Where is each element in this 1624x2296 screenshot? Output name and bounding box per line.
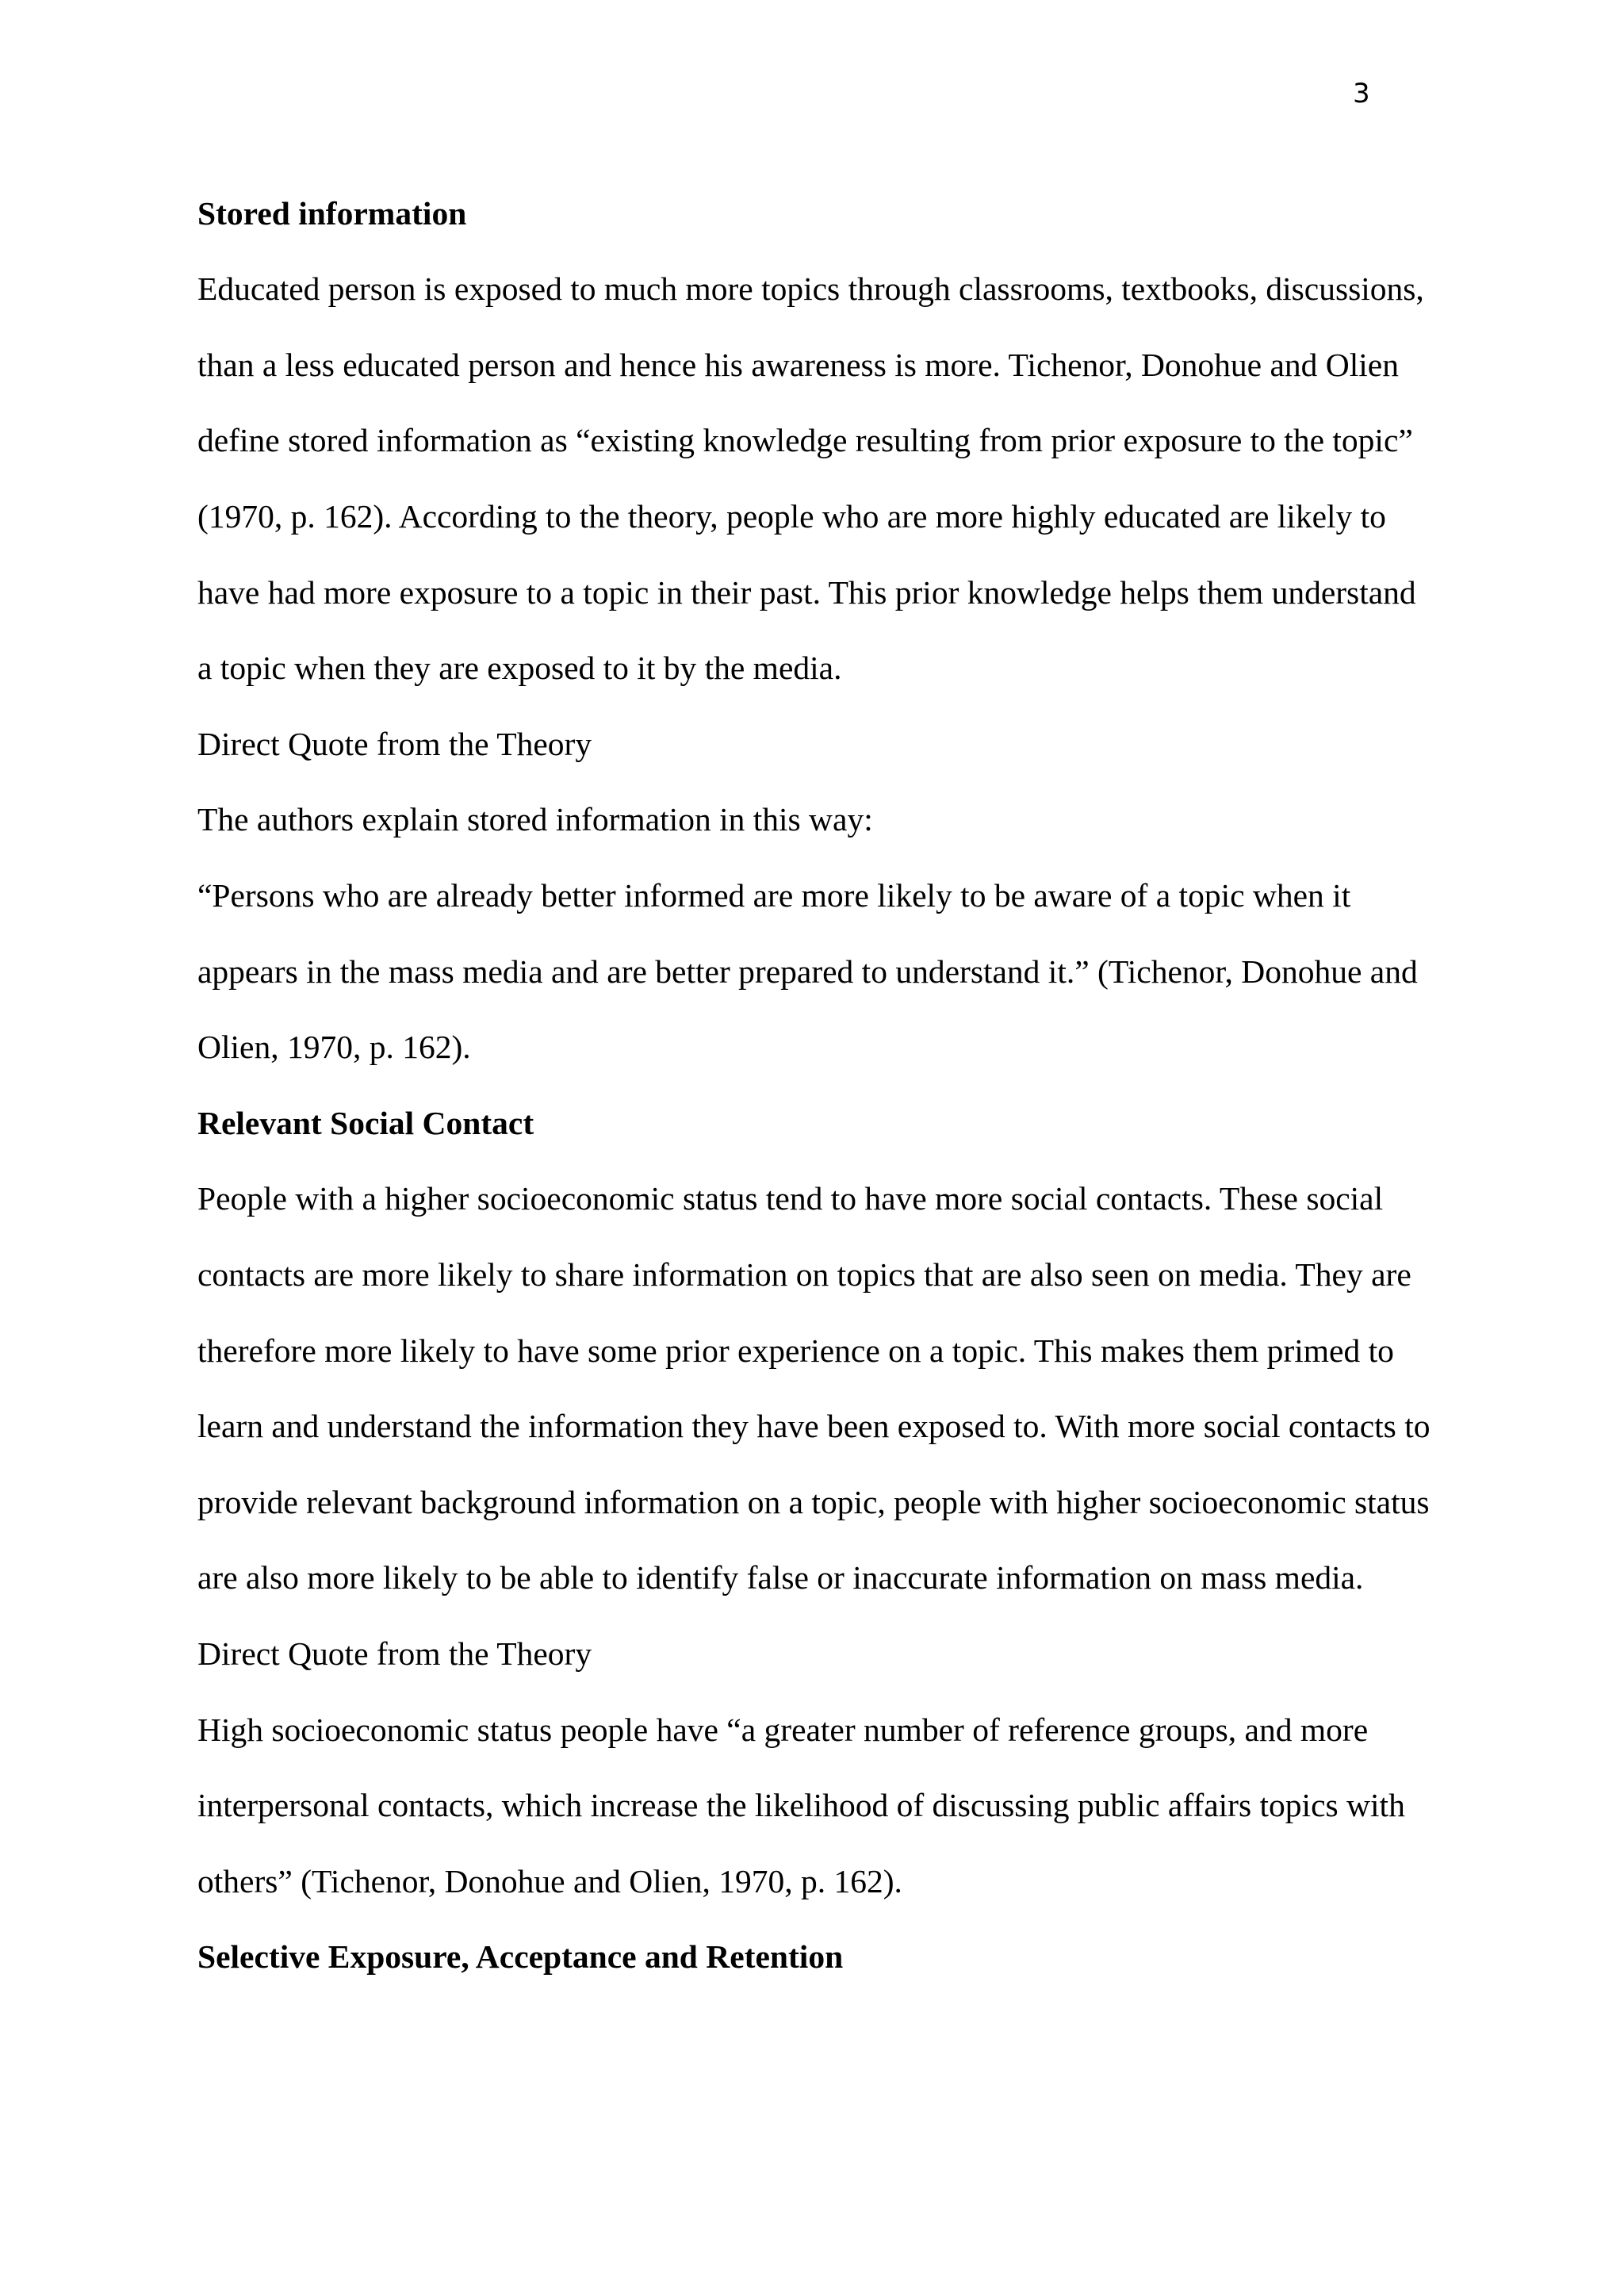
body-line: learn and understand the information they have been exposed to. With more social contacts to	[197, 1408, 1431, 1444]
subheading-direct-quote: Direct Quote from the Theory	[197, 726, 592, 762]
quote-line: interpersonal contacts, which increase the likelihood of discussing public affairs topics with	[197, 1787, 1405, 1823]
subheading-direct-quote: Direct Quote from the Theory	[197, 1635, 592, 1672]
body-line: a topic when they are exposed to it by the media.	[197, 650, 842, 686]
quote-line: others” (Tichenor, Donohue and Olien, 1970, p. 162).	[197, 1863, 902, 1899]
quote-line: “Persons who are already better informed are more likely to be aware of a topic when it	[197, 877, 1351, 914]
body-line: have had more exposure to a topic in their past. This prior knowledge helps them understand	[197, 574, 1416, 611]
quote-line: Olien, 1970, p. 162).	[197, 1029, 471, 1065]
section-heading-stored-information: Stored information	[197, 195, 467, 232]
body-line: People with a higher socioeconomic status tend to have more social contacts. These social	[197, 1180, 1384, 1217]
body-line: therefore more likely to have some prior experience on a topic. This makes them primed to	[197, 1332, 1394, 1369]
quote-line: appears in the mass media and are better prepared to understand it.” (Tichenor, Donohue and	[197, 953, 1418, 990]
body-line: contacts are more likely to share information on topics that are also seen on media. They are	[197, 1256, 1411, 1293]
body-line: The authors explain stored information in this way:	[197, 801, 873, 838]
body-line: are also more likely to be able to identify false or inaccurate information on mass media.	[197, 1559, 1364, 1596]
body-line: define stored information as “existing knowledge resulting from prior exposure to the topic”	[197, 422, 1413, 458]
section-heading-selective-exposure: Selective Exposure, Acceptance and Retention	[197, 1938, 844, 1975]
body-line: than a less educated person and hence his awareness is more. Tichenor, Donohue and Olien	[197, 347, 1399, 383]
body-line: Educated person is exposed to much more topics through classrooms, textbooks, discussions,	[197, 270, 1424, 307]
section-heading-relevant-social-contact: Relevant Social Contact	[197, 1105, 534, 1141]
page-number: 3	[1353, 78, 1370, 109]
body-line: (1970, p. 162). According to the theory, people who are more highly educated are likely to	[197, 498, 1386, 535]
quote-line: High socioeconomic status people have “a greater number of reference groups, and more	[197, 1711, 1369, 1748]
body-line: provide relevant background information on a topic, people with higher socioeconomic status	[197, 1484, 1430, 1520]
